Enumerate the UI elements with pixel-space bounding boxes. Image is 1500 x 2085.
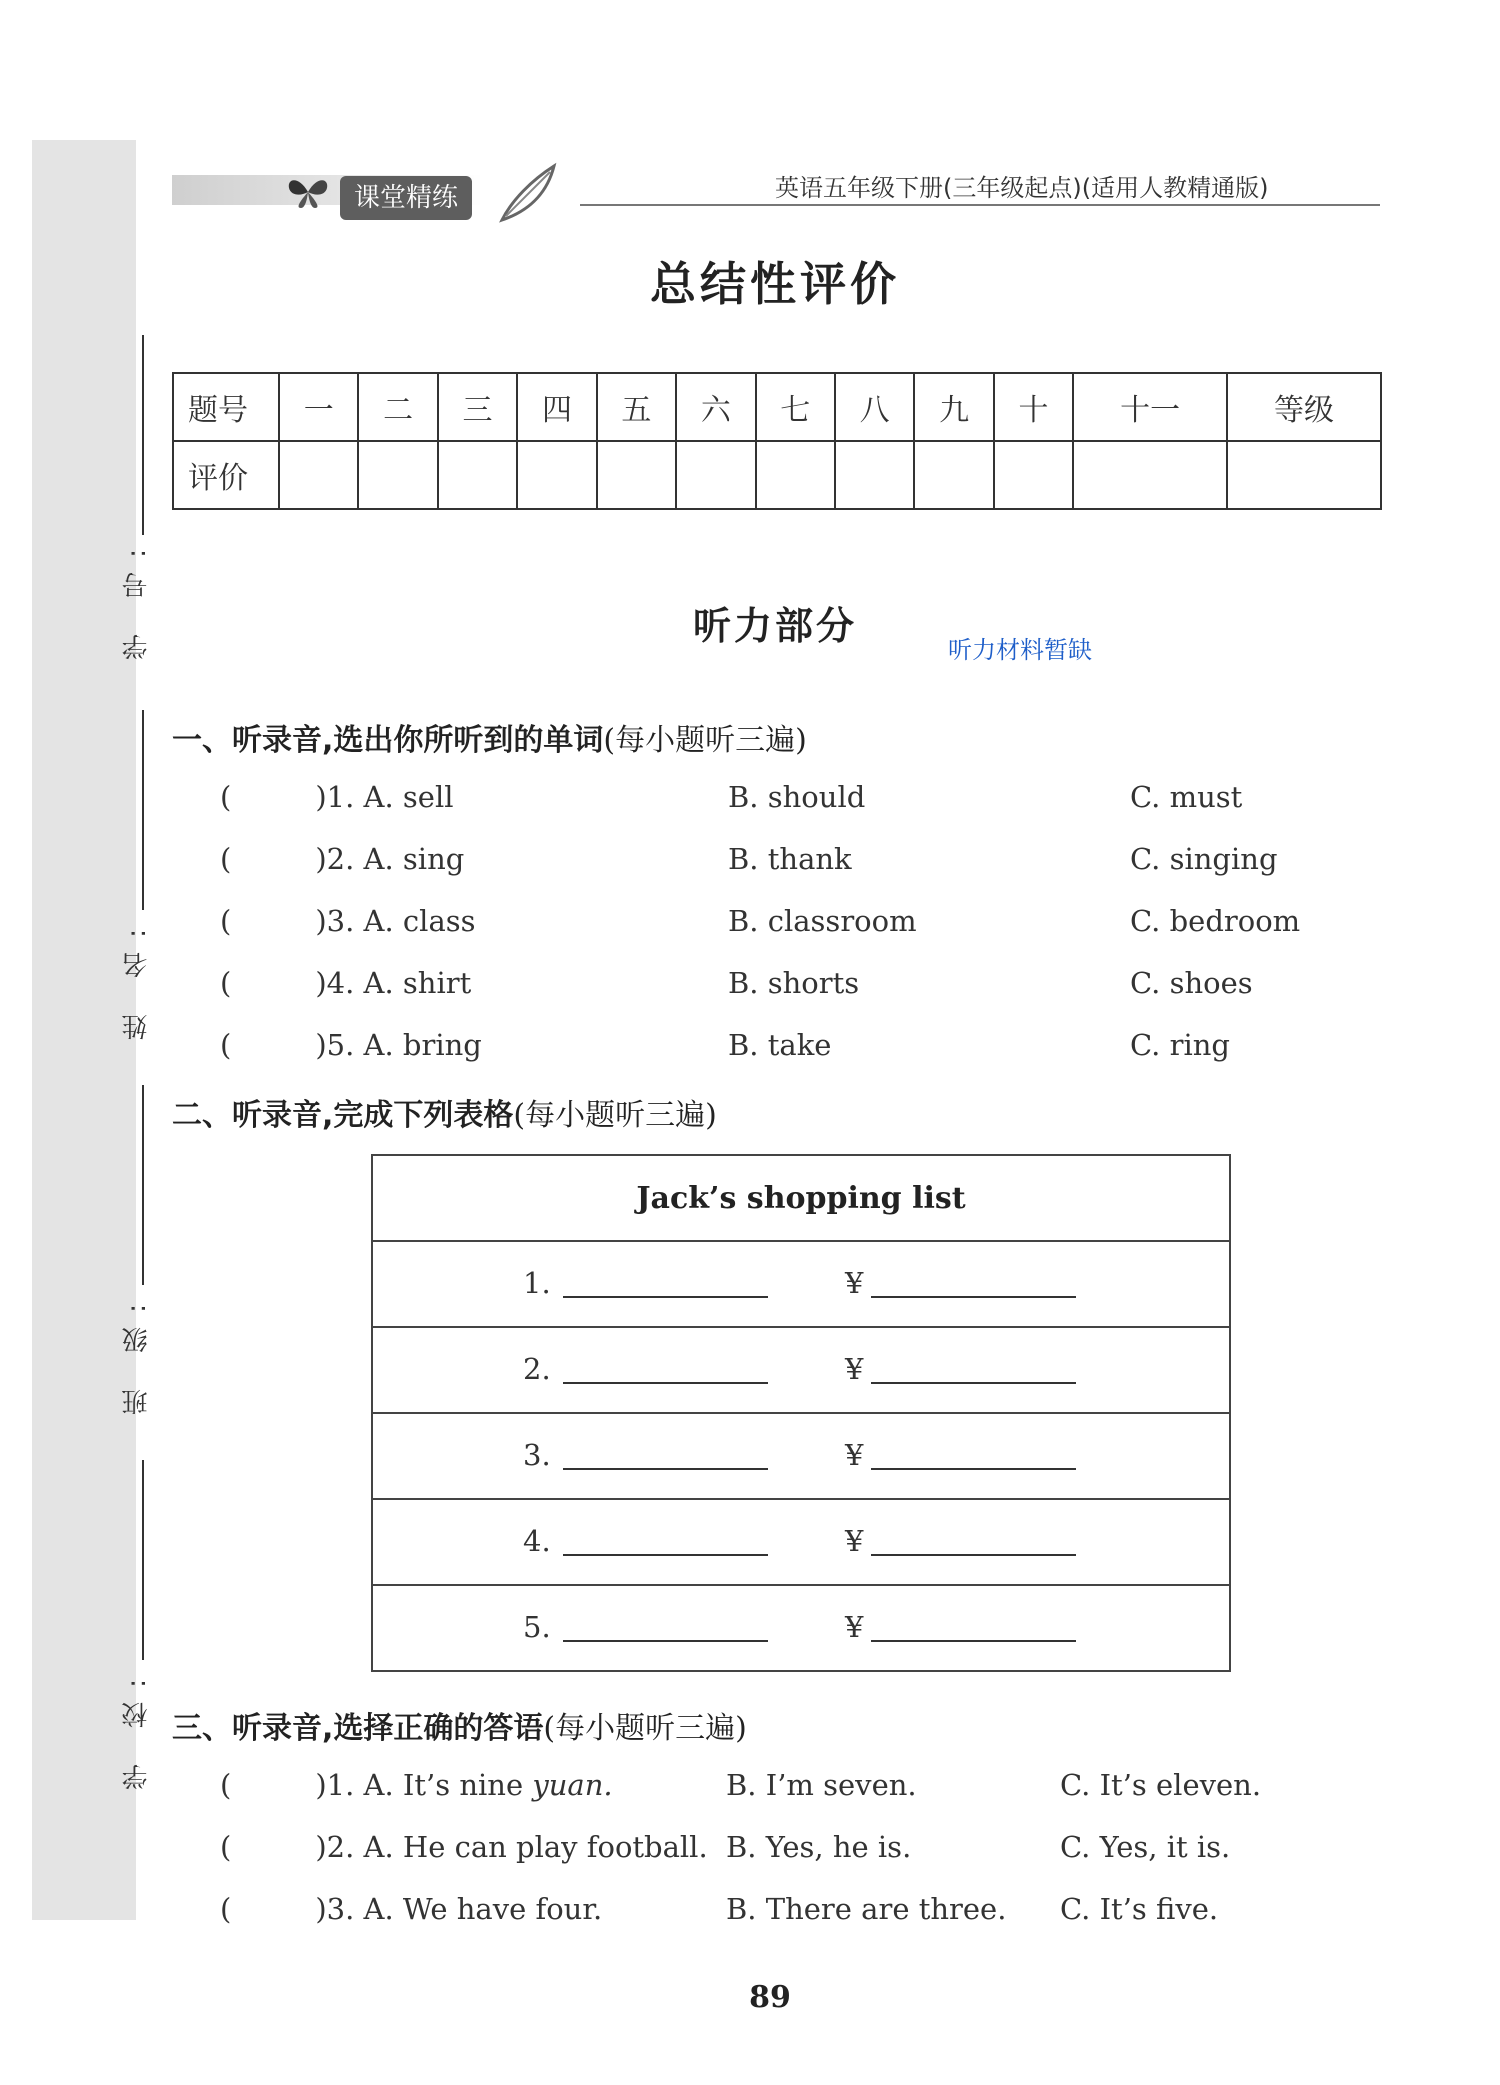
page-title: 总结性评价 — [650, 257, 900, 311]
student-no-line — [142, 335, 144, 535]
q1-option-c: C. singing — [1130, 842, 1278, 876]
q1-title — [172, 715, 807, 759]
score-eval-cell[interactable] — [597, 441, 676, 509]
answer-paren[interactable]: ( — [220, 1830, 232, 1864]
answer-paren[interactable]: ( — [220, 780, 232, 814]
score-eval-row — [173, 441, 1381, 509]
q1-option-a: 3. A. class — [326, 904, 476, 938]
q2-title-text: 二、听录音,完成下列表格 — [172, 1098, 514, 1133]
name-line — [142, 710, 144, 910]
shopping-row-number: 5. — [523, 1610, 551, 1644]
book-title: 英语五年级下册(三年级起点)(适用人教精通版) — [775, 174, 1269, 202]
listening-note: 听力材料暂缺 — [948, 636, 1092, 664]
q1-option-a: 1. A. sell — [326, 780, 454, 814]
score-eval-cell[interactable] — [438, 441, 517, 509]
q2-note: (每小题听三遍) — [513, 1098, 717, 1133]
score-eval-cell[interactable] — [676, 441, 755, 509]
shopping-row-number: 4. — [523, 1524, 551, 1558]
class-line — [142, 1085, 144, 1285]
q2-title — [172, 1090, 717, 1134]
score-header-cell: 三 — [438, 373, 517, 441]
score-eval-cell[interactable] — [994, 441, 1073, 509]
q3-option-c: C. It’s five. — [1060, 1892, 1219, 1926]
listening-title: 听力部分 — [692, 604, 857, 648]
page-number: 89 — [749, 1980, 791, 2015]
score-eval-cell[interactable] — [517, 441, 596, 509]
score-header-cell: 等级 — [1227, 373, 1381, 441]
shopping-row-number: 1. — [523, 1266, 551, 1300]
score-eval-cell[interactable] — [835, 441, 914, 509]
q3-option-a: 2. A. He can play football. — [326, 1830, 708, 1864]
shopping-list-title: Jack’s shopping list — [372, 1155, 1230, 1241]
q1-option-b: B. take — [728, 1028, 832, 1062]
answer-paren[interactable]: ( — [220, 1892, 232, 1926]
student-no-label: 学 号: — [122, 535, 152, 661]
score-eval-cell[interactable] — [914, 441, 993, 509]
q1-option-c: C. must — [1130, 780, 1243, 814]
yen-sign: ¥ — [845, 1524, 864, 1558]
answer-paren[interactable]: ( — [220, 904, 232, 938]
q1-title-text: 一、听录音,选出你所听到的单词 — [172, 723, 604, 758]
price-blank[interactable] — [871, 1438, 1076, 1470]
section-badge: 课堂精练 — [340, 176, 472, 220]
item-blank[interactable] — [563, 1352, 768, 1384]
score-header-cell: 十一 — [1073, 373, 1227, 441]
q1-option-c: C. shoes — [1130, 966, 1253, 1000]
score-eval-cell[interactable] — [279, 441, 358, 509]
name-label: 姓 名: — [122, 915, 152, 1041]
score-eval-cell[interactable] — [756, 441, 835, 509]
score-header-cell: 四 — [517, 373, 596, 441]
q3-option-c: C. It’s eleven. — [1060, 1768, 1262, 1802]
price-blank[interactable] — [871, 1610, 1076, 1642]
q3-option-c: C. Yes, it is. — [1060, 1830, 1231, 1864]
q3-title — [172, 1703, 747, 1747]
score-table — [172, 372, 1382, 510]
shopping-row-number: 3. — [523, 1438, 551, 1472]
answer-paren[interactable]: ( — [220, 966, 232, 1000]
butterfly-icon — [285, 172, 331, 212]
q1-option-b: B. shorts — [728, 966, 860, 1000]
q1-option-a: 2. A. sing — [326, 842, 465, 876]
q3-option-a: 1. A. It’s nine — [326, 1768, 533, 1802]
score-eval-cell[interactable] — [1227, 441, 1381, 509]
q3-row: ( )3. A. We have four. — [220, 1892, 603, 1926]
q1-row: ( )3. A. class — [220, 904, 476, 938]
score-header-cell: 一 — [279, 373, 358, 441]
q1-row: ( )4. A. shirt — [220, 966, 472, 1000]
item-blank[interactable] — [563, 1524, 768, 1556]
q3-option-b: B. I’m seven. — [726, 1768, 917, 1802]
answer-paren[interactable]: ( — [220, 1768, 232, 1802]
shopping-row — [372, 1413, 1230, 1499]
q3-row: ( )1. A. It’s nine yuan. — [220, 1768, 613, 1802]
shopping-row — [372, 1327, 1230, 1413]
score-header-cell: 十 — [994, 373, 1073, 441]
yen-sign: ¥ — [845, 1438, 864, 1472]
item-blank[interactable] — [563, 1438, 768, 1470]
score-header-cell: 题号 — [173, 373, 279, 441]
item-blank[interactable] — [563, 1610, 768, 1642]
shopping-row-number: 2. — [523, 1352, 551, 1386]
q3-option-b: B. Yes, he is. — [726, 1830, 912, 1864]
q1-row: ( )5. A. bring — [220, 1028, 482, 1062]
score-eval-cell[interactable] — [358, 441, 437, 509]
q1-option-b: B. should — [728, 780, 866, 814]
q1-option-c: C. bedroom — [1130, 904, 1301, 938]
shopping-list-table — [371, 1154, 1231, 1672]
price-blank[interactable] — [871, 1352, 1076, 1384]
yen-sign: ¥ — [845, 1610, 864, 1644]
q3-option-a-italic: yuan. — [532, 1768, 613, 1802]
q1-row: ( )2. A. sing — [220, 842, 465, 876]
score-eval-label: 评价 — [173, 441, 279, 509]
q1-option-a: 5. A. bring — [326, 1028, 482, 1062]
school-line — [142, 1460, 144, 1660]
q3-option-b: B. There are three. — [726, 1892, 1007, 1926]
price-blank[interactable] — [871, 1524, 1076, 1556]
score-header-cell: 八 — [835, 373, 914, 441]
leaf-icon — [492, 160, 562, 224]
score-header-cell: 七 — [756, 373, 835, 441]
q3-title-text: 三、听录音,选择正确的答语 — [172, 1711, 544, 1746]
shopping-row — [372, 1499, 1230, 1585]
q1-option-b: B. classroom — [728, 904, 917, 938]
score-header-row — [173, 373, 1381, 441]
header-rule — [580, 204, 1380, 206]
shopping-row — [372, 1585, 1230, 1671]
yen-sign: ¥ — [845, 1352, 864, 1386]
answer-paren[interactable]: ( — [220, 842, 232, 876]
score-header-cell: 九 — [914, 373, 993, 441]
answer-paren[interactable]: ( — [220, 1028, 232, 1062]
q1-note: (每小题听三遍) — [603, 723, 807, 758]
score-header-cell: 五 — [597, 373, 676, 441]
price-blank[interactable] — [871, 1266, 1076, 1298]
score-header-cell: 六 — [676, 373, 755, 441]
shopping-row — [372, 1241, 1230, 1327]
score-eval-cell[interactable] — [1073, 441, 1227, 509]
class-label: 班 级: — [122, 1290, 152, 1416]
score-header-cell: 二 — [358, 373, 437, 441]
yen-sign: ¥ — [845, 1266, 864, 1300]
q1-row: ( )1. A. sell — [220, 780, 454, 814]
item-blank[interactable] — [563, 1266, 768, 1298]
q1-option-b: B. thank — [728, 842, 852, 876]
q3-note: (每小题听三遍) — [543, 1711, 747, 1746]
school-label: 学 校: — [122, 1665, 152, 1791]
q3-option-a: 3. A. We have four. — [326, 1892, 603, 1926]
binding-strip — [32, 140, 152, 1920]
q1-option-a: 4. A. shirt — [326, 966, 472, 1000]
q1-option-c: C. ring — [1130, 1028, 1230, 1062]
q3-row: ( )2. A. He can play football. — [220, 1830, 708, 1864]
